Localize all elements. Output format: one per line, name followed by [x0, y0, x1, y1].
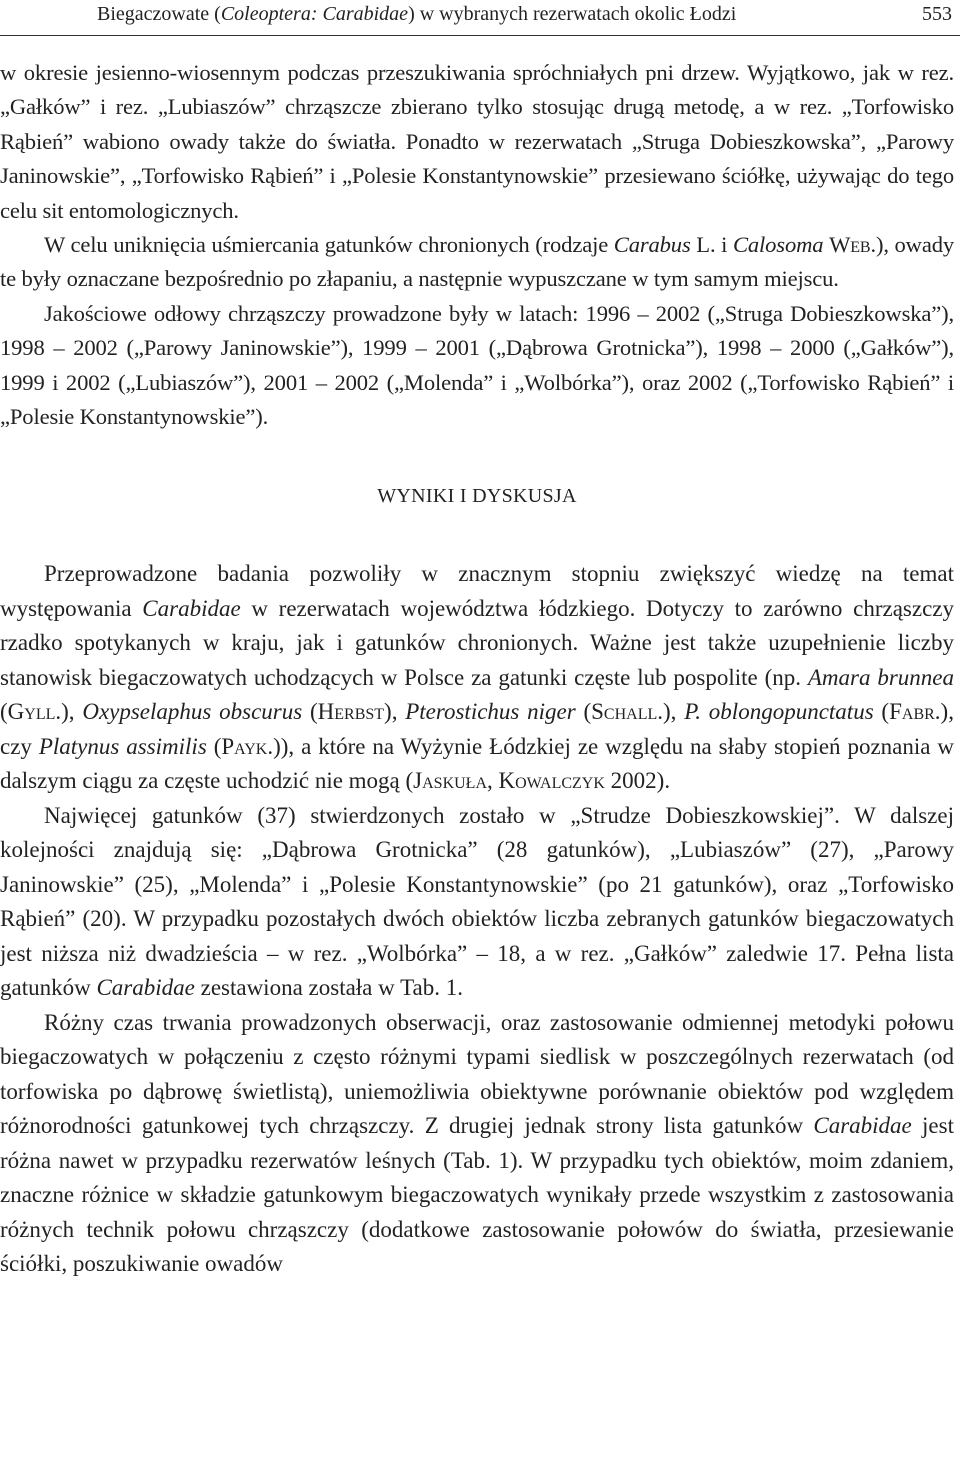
- results-paragraph-1: Przeprowadzone badania pozwoliły w znacznym stopniu zwiększyć wiedzę na temat występowania Carabidae w rezerwatach województwa łódzkiego. Dotyczy to zarówno chrząszczy rzadko spotykanych w kraju, jak i gatunków chronionych. Ważne jest także uzupełnienie liczby stanowisk biegaczowatych uchodzących w Polsce za gatunki częste lub pospolite (np. Amara brunnea (Gyll.), Oxypselaphus obscurus (Herbst), Pterostichus niger (Schall.), P. oblongopunctatus (Fabr.), czy Platynus assimilis (Payk.)), a które na Wyżynie Łódzkiej ze względu na słaby stopień poznania w dalszym ciągu za częste uchodzić nie mogą (Jaskuła, Kowalczyk 2002).: [0, 561, 954, 794]
- results-paragraph-3: Różny czas trwania prowadzonych obserwacji, oraz zastosowanie odmiennej metodyki połowu biegaczowatych w połączeniu z często różnymi typami siedlisk w poszczególnych rezerwatach (od torfowiska po dąbrowę świetlistą), uniemożliwia obiektywne porównanie obiektów pod względem różnorodności gatunkowej tych chrząszczy. Z drugiej jednak strony lista gatunków Carabidae jest różna nawet w przypadku rezerwatów leśnych (Tab. 1). W przypadku tych obiektów, moim zdaniem, znaczne różnice w składzie gatunkowym biegaczowatych wynikały przede wszystkim z zastosowania różnych technik połowu chrząszczy (dodatkowe zastosowanie połowów do światła, przesiewanie ściółki, poszukiwanie owadów: [0, 1009, 954, 1277]
- results-paragraph-2: Najwięcej gatunków (37) stwierdzonych zostało w „Strudze Dobieszkowskiej”. W dalszej kolejności znajdują się: „Dąbrowa Grotnicka” (28 gatunków), „Lubiaszów” (27), „Parowy Janinowskie” (25), „Molenda” i „Polesie Konstantynowskie” (po 21 gatunków), oraz „Torfowisko Rąbień” (20). W przypadku pozostałych dwóch obiektów liczba zebranych gatunków biegaczowatych jest niższa niż dwadzieścia – w rez. „Wolbórka” – 18, a w rez. „Gałków” zaledwie 17. Pełna lista gatunków Carabidae zestawiona została w Tab. 1.: [0, 802, 954, 1001]
- methods-paragraph-1: w okresie jesienno-wiosennym podczas przeszukiwania spróchniałych pni drzew. Wyjątkowo, jak w rez. „Gałków” i rez. „Lubiaszów” chrząszcze zbierano tylko stosując drugą metodę, a w rez. „Torfowisko Rąbień” wabiono owady także do światła. Ponadto w rezerwatach „Struga Dobieszkowska”, „Parowy Janinowskie”, „Torfowisko Rąbień” i „Polesie Konstantynowskie” przesiewano ściółkę, używając do tego celu sit entomologicznych.: [0, 60, 954, 223]
- header-rule: [0, 35, 960, 36]
- page-number: 553: [922, 3, 952, 25]
- running-head: [0, 0, 960, 36]
- results-section: [0, 557, 954, 1282]
- running-title: Biegaczowate (Coleoptera: Carabidae) w wybranych rezerwatach okolic Łodzi: [97, 3, 737, 25]
- methods-section: [0, 56, 954, 434]
- methods-paragraph-2: W celu uniknięcia uśmiercania gatunków chronionych (rodzaje Carabus L. i Calosoma Web.), owady te były oznaczane bezpośrednio po złapaniu, a następnie wypuszczane w tym samym miejscu.: [0, 232, 955, 292]
- body-text: [0, 56, 954, 1282]
- methods-paragraph-3: Jakościowe odłowy chrząszczy prowadzone były w latach: 1996 – 2002 („Struga Dobieszkowska”), 1998 – 2002 („Parowy Janinowskie”), 1999 – 2001 („Dąbrowa Grotnicka”), 1998 – 2000 („Gałków”), 1999 i 2002 („Lubiaszów”), 2001 – 2002 („Molenda” i „Wolbórka”), oraz 2002 („Torfowisko Rąbień” i „Polesie Konstantynowskie”).: [0, 300, 954, 430]
- section-heading: WYNIKI I DYSKUSJA: [377, 485, 577, 508]
